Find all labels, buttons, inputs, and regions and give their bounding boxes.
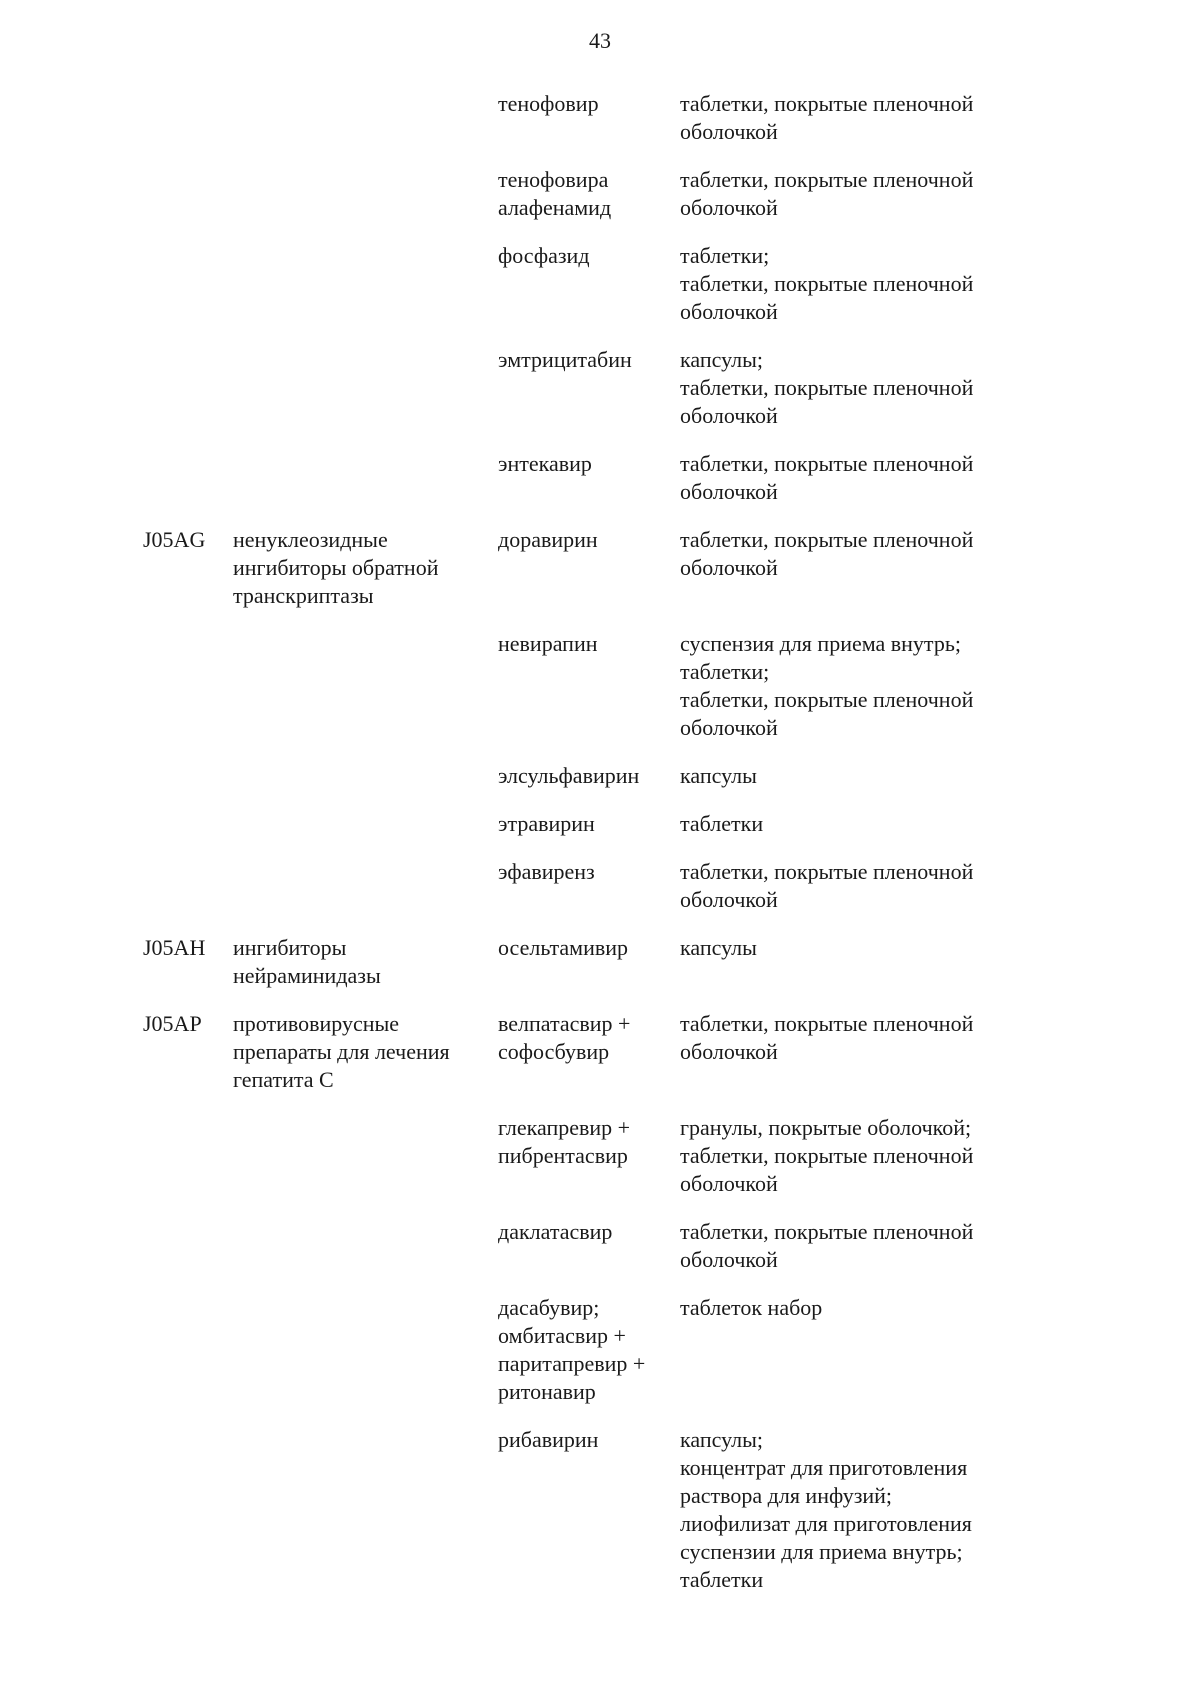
drug-name: энтекавир <box>498 451 592 476</box>
dosage-form: таблетки, покрытые пленочной оболочкой <box>680 167 974 220</box>
dosage-form: таблетки, покрытые пленочной оболочкой <box>680 859 974 912</box>
drug-name: невирапин <box>498 631 598 656</box>
atc-code: J05AG <box>143 527 206 552</box>
drug-name: тенофовир <box>498 91 599 116</box>
drug-name: доравирин <box>498 527 598 552</box>
dosage-form: таблетки, покрытые пленочной оболочкой <box>680 451 974 504</box>
dosage-form: таблетки, покрытые пленочной оболочкой <box>680 1011 974 1064</box>
dosage-form: капсулы <box>680 763 757 788</box>
drug-name: этравирин <box>498 811 595 836</box>
atc-group: ненуклеозидные ингибиторы обратной транскриптазы <box>233 527 439 608</box>
drug-name: эфавиренз <box>498 859 595 884</box>
dosage-form: гранулы, покрытые оболочкой; таблетки, покрытые пленочной оболочкой <box>680 1115 974 1196</box>
drug-name: велпатасвир + софосбувир <box>498 1011 631 1064</box>
dosage-form: капсулы; концентрат для приготовления раствора для инфузий; лиофилизат для приготовления суспензии для приема внутрь; таблетки <box>680 1427 972 1592</box>
drug-name: фосфазид <box>498 243 590 268</box>
dosage-form: таблетки, покрытые пленочной оболочкой <box>680 1219 974 1272</box>
drug-name: даклатасвир <box>498 1219 613 1244</box>
dosage-form: таблетки, покрытые пленочной оболочкой <box>680 527 974 580</box>
dosage-form: капсулы <box>680 935 757 960</box>
dosage-form: таблетки; таблетки, покрытые пленочной оболочкой <box>680 243 974 324</box>
drug-name: элсульфавирин <box>498 763 640 788</box>
dosage-form: капсулы; таблетки, покрытые пленочной оболочкой <box>680 347 974 428</box>
atc-group: противовирусные препараты для лечения гепатита С <box>233 1011 450 1092</box>
dosage-form: таблеток набор <box>680 1295 823 1320</box>
drug-name: эмтрицитабин <box>498 347 632 372</box>
dosage-form: таблетки, покрытые пленочной оболочкой <box>680 91 974 144</box>
atc-group: ингибиторы нейраминидазы <box>233 935 381 988</box>
drug-name: осельтамивир <box>498 935 629 960</box>
dosage-form: суспензия для приема внутрь; таблетки; таблетки, покрытые пленочной оболочкой <box>680 631 974 740</box>
drug-name: дасабувир; омбитасвир + паритапревир + ритонавир <box>498 1295 646 1404</box>
drug-name: глекапревир + пибрентасвир <box>498 1115 631 1168</box>
drug-name: тенофовира алафенамид <box>498 167 612 220</box>
atc-code: J05AP <box>143 1011 202 1036</box>
dosage-form: таблетки <box>680 811 764 836</box>
page-number: 43 <box>589 28 611 53</box>
atc-code: J05AH <box>143 935 206 960</box>
drug-name: рибавирин <box>498 1427 599 1452</box>
